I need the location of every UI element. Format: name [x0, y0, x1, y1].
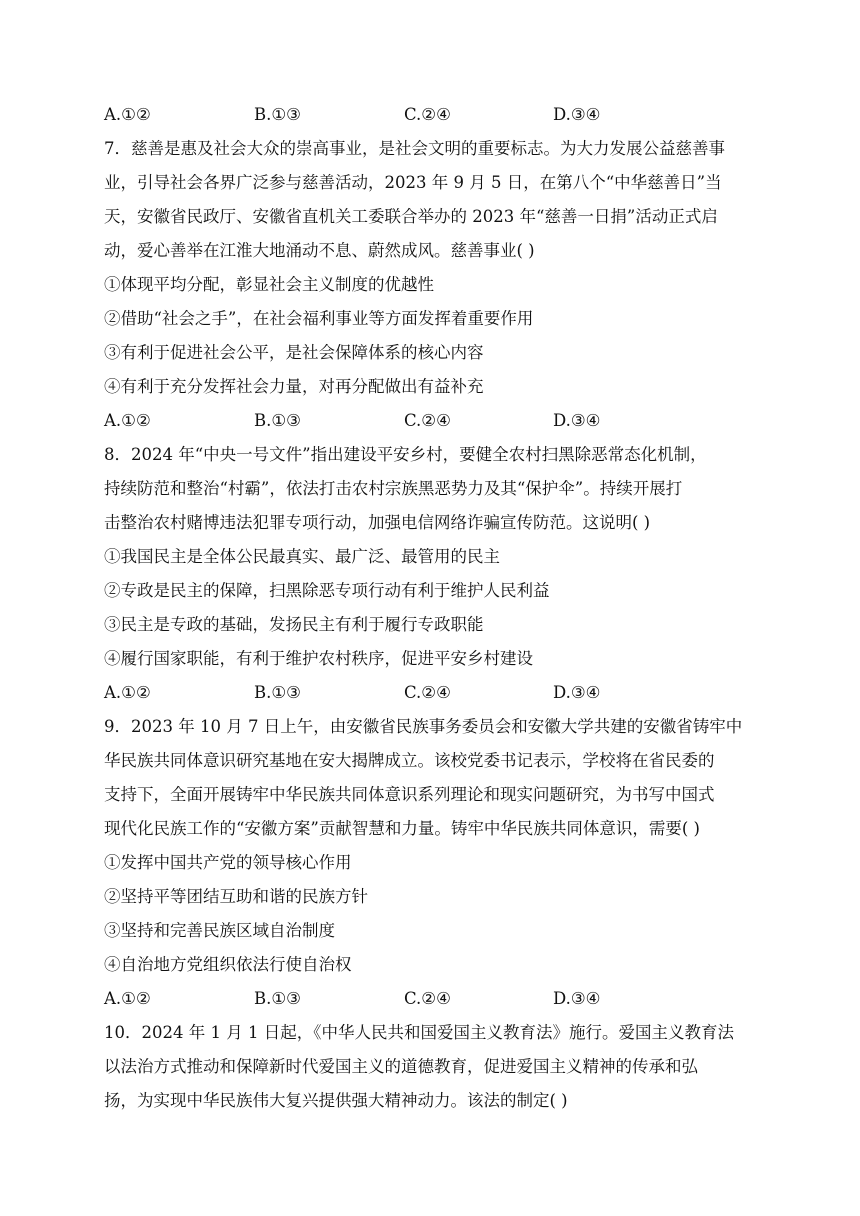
q7-stem-line-4: 动，爱心善举在江淮大地涌动不息、蔚然成风。慈善事业( )	[104, 241, 535, 260]
q9-stem-line-1: 9．2023 年 10 月 7 日上午，由安徽省民族事务委员会和安徽大学共建的安徽省铸牢中	[104, 717, 743, 736]
q9-option-b[interactable]: B.①③	[254, 989, 301, 1008]
q9-statement-3: ③坚持和完善民族区域自治制度	[104, 921, 335, 940]
q7-statement-3: ③有利于促进社会公平，是社会保障体系的核心内容	[104, 343, 484, 362]
q8-stem-line-3: 击整治农村赌博违法犯罪专项行动，加强电信网络诈骗宣传防范。这说明( )	[104, 513, 651, 532]
q8-stem-line-2: 持续防范和整治“村霸”，依法打击农村宗族黑恶势力及其“保护伞”。持续开展打	[104, 479, 683, 498]
q7-stem-line-2: 业，引导社会各界广泛参与慈善活动，2023 年 9 月 5 日，在第八个“中华慈善日”当	[104, 173, 722, 192]
q7-option-c[interactable]: C.②④	[404, 411, 451, 430]
q9-option-d[interactable]: D.③④	[553, 989, 601, 1008]
q9-stem-line-3: 支持下，全面开展铸牢中华民族共同体意识系列理论和现实问题研究，为书写中国式	[104, 785, 715, 804]
q8-option-a[interactable]: A.①②	[104, 683, 151, 702]
q10-stem-line-1: 10．2024 年 1 月 1 日起，《中华人民共和国爱国主义教育法》施行。爱国主义教育法	[104, 1023, 734, 1042]
q6-option-c[interactable]: C.②④	[404, 105, 451, 124]
q9-statement-1: ①发挥中国共产党的领导核心作用	[104, 853, 352, 872]
q8-stem-line-1: 8．2024 年“中央一号文件”指出建设平安乡村，要健全农村扫黑除恶常态化机制，	[104, 445, 707, 464]
q7-stem-line-3: 天，安徽省民政厅、安徽省直机关工委联合举办的 2023 年“慈善一日捐”活动正式启	[104, 207, 718, 226]
q8-statement-3: ③民主是专政的基础，发扬民主有利于履行专政职能	[104, 615, 484, 634]
q7-statement-4: ④有利于充分发挥社会力量，对再分配做出有益补充	[104, 377, 484, 396]
q9-statement-4: ④自治地方党组织依法行使自治权	[104, 955, 352, 974]
q9-stem-line-2: 华民族共同体意识研究基地在安大揭牌成立。该校党委书记表示，学校将在省民委的	[104, 751, 715, 770]
q9-option-c[interactable]: C.②④	[404, 989, 451, 1008]
q8-statement-2: ②专政是民主的保障，扫黑除恶专项行动有利于维护人民利益	[104, 581, 550, 600]
q7-statement-1: ①体现平均分配，彰显社会主义制度的优越性	[104, 275, 434, 294]
q10-stem-line-3: 扬，为实现中华民族伟大复兴提供强大精神动力。该法的制定( )	[104, 1091, 568, 1110]
q7-option-b[interactable]: B.①③	[254, 411, 301, 430]
q7-stem-line-1: 7．慈善是惠及社会大众的崇高事业，是社会文明的重要标志。为大力发展公益慈善事	[104, 139, 725, 158]
q6-option-d[interactable]: D.③④	[553, 105, 601, 124]
q8-statement-1: ①我国民主是全体公民最真实、最广泛、最管用的民主	[104, 547, 500, 566]
q8-option-c[interactable]: C.②④	[404, 683, 451, 702]
q9-statement-2: ②坚持平等团结互助和谐的民族方针	[104, 887, 368, 906]
q8-statement-4: ④履行国家职能，有利于维护农村秩序，促进平安乡村建设	[104, 649, 533, 668]
q8-option-b[interactable]: B.①③	[254, 683, 301, 702]
q7-option-a[interactable]: A.①②	[104, 411, 151, 430]
q6-option-b[interactable]: B.①③	[254, 105, 301, 124]
q10-stem-line-2: 以法治方式推动和保障新时代爱国主义的道德教育，促进爱国主义精神的传承和弘	[104, 1057, 698, 1076]
q9-stem-line-4: 现代化民族工作的“安徽方案”贡献智慧和力量。铸牢中华民族共同体意识，需要( )	[104, 819, 700, 838]
q7-statement-2: ②借助“社会之手”，在社会福利事业等方面发挥着重要作用	[104, 309, 534, 328]
q6-option-a[interactable]: A.①②	[104, 105, 151, 124]
q8-option-d[interactable]: D.③④	[553, 683, 601, 702]
q7-option-d[interactable]: D.③④	[553, 411, 601, 430]
q9-option-a[interactable]: A.①②	[104, 989, 151, 1008]
